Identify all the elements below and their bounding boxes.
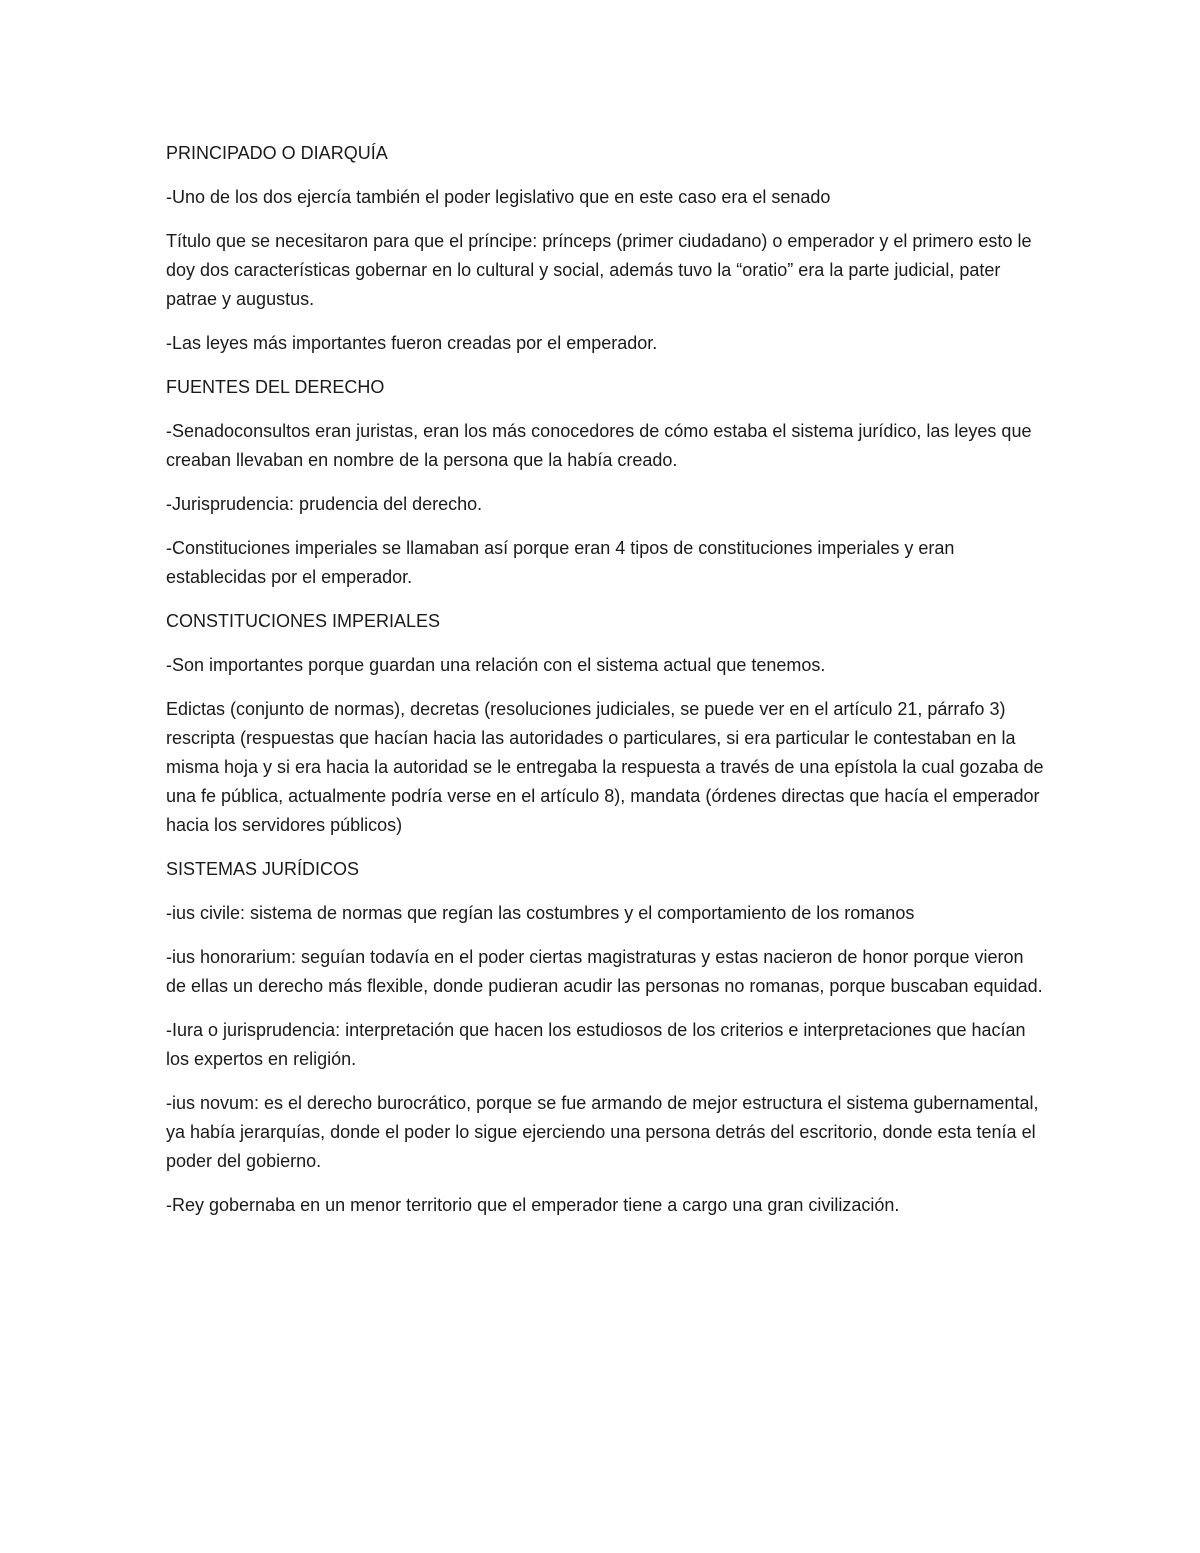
- paragraph: -Rey gobernaba en un menor territorio que el emperador tiene a cargo una gran civilización.: [166, 1195, 900, 1215]
- paragraph: -Iura o jurisprudencia: interpretación que hacen los estudiosos de los criterios e interpretaciones que hacían los expertos en religión.: [166, 1020, 1026, 1069]
- paragraph: -ius civile: sistema de normas que regían las costumbres y el comportamiento de los romanos: [166, 903, 915, 923]
- heading-principado: PRINCIPADO O DIARQUÍA: [166, 143, 388, 163]
- paragraph: -Uno de los dos ejercía también el poder legislativo que en este caso era el senado: [166, 187, 831, 207]
- heading-constituciones-imperiales: CONSTITUCIONES IMPERIALES: [166, 611, 441, 631]
- paragraph: -Senadoconsultos eran juristas, eran los más conocedores de cómo estaba el sistema jurídico, las leyes que creaban llevaban en nombre de la persona que la había creado.: [166, 421, 1032, 470]
- paragraph: -Las leyes más importantes fueron creadas por el emperador.: [166, 333, 658, 353]
- heading-sistemas-juridicos: SISTEMAS JURÍDICOS: [166, 859, 360, 879]
- paragraph: -ius honorarium: seguían todavía en el poder ciertas magistraturas y estas nacieron de honor porque vieron de ellas un derecho más flexible, donde pudieran acudir las personas no romanas, porque buscaban equidad.: [166, 947, 1043, 996]
- paragraph: Título que se necesitaron para que el príncipe: prínceps (primer ciudadano) o emperador y el primero esto le doy dos características gobernar en lo cultural y social, además tuvo la “oratio” era la parte judicial, pater patrae y augustus.: [166, 231, 1032, 309]
- paragraph: -ius novum: es el derecho burocrático, porque se fue armando de mejor estructura el sistema gubernamental, ya había jerarquías, donde el poder lo sigue ejerciendo una persona detrás del escritorio, donde esta tenía el poder del gobierno.: [166, 1093, 1039, 1171]
- document-body: [166, 139, 1046, 1235]
- paragraph: -Jurisprudencia: prudencia del derecho.: [166, 494, 483, 514]
- paragraph: -Constituciones imperiales se llamaban así porque eran 4 tipos de constituciones imperiales y eran establecidas por el emperador.: [166, 538, 955, 587]
- paragraph: Edictas (conjunto de normas), decretas (resoluciones judiciales, se puede ver en el artículo 21, párrafo 3) rescripta (respuestas que hacían hacia las autoridades o particulares, si era particular le contestaban en la misma hoja y si era hacia la autoridad se le entregaba la respuesta a través de una epístola la cual gozaba de una fe pública, actualmente podría verse en el artículo 8), mandata (órdenes directas que hacía el emperador hacia los servidores públicos): [166, 699, 1044, 835]
- paragraph: -Son importantes porque guardan una relación con el sistema actual que tenemos.: [166, 655, 826, 675]
- heading-fuentes-del-derecho: FUENTES DEL DERECHO: [166, 377, 385, 397]
